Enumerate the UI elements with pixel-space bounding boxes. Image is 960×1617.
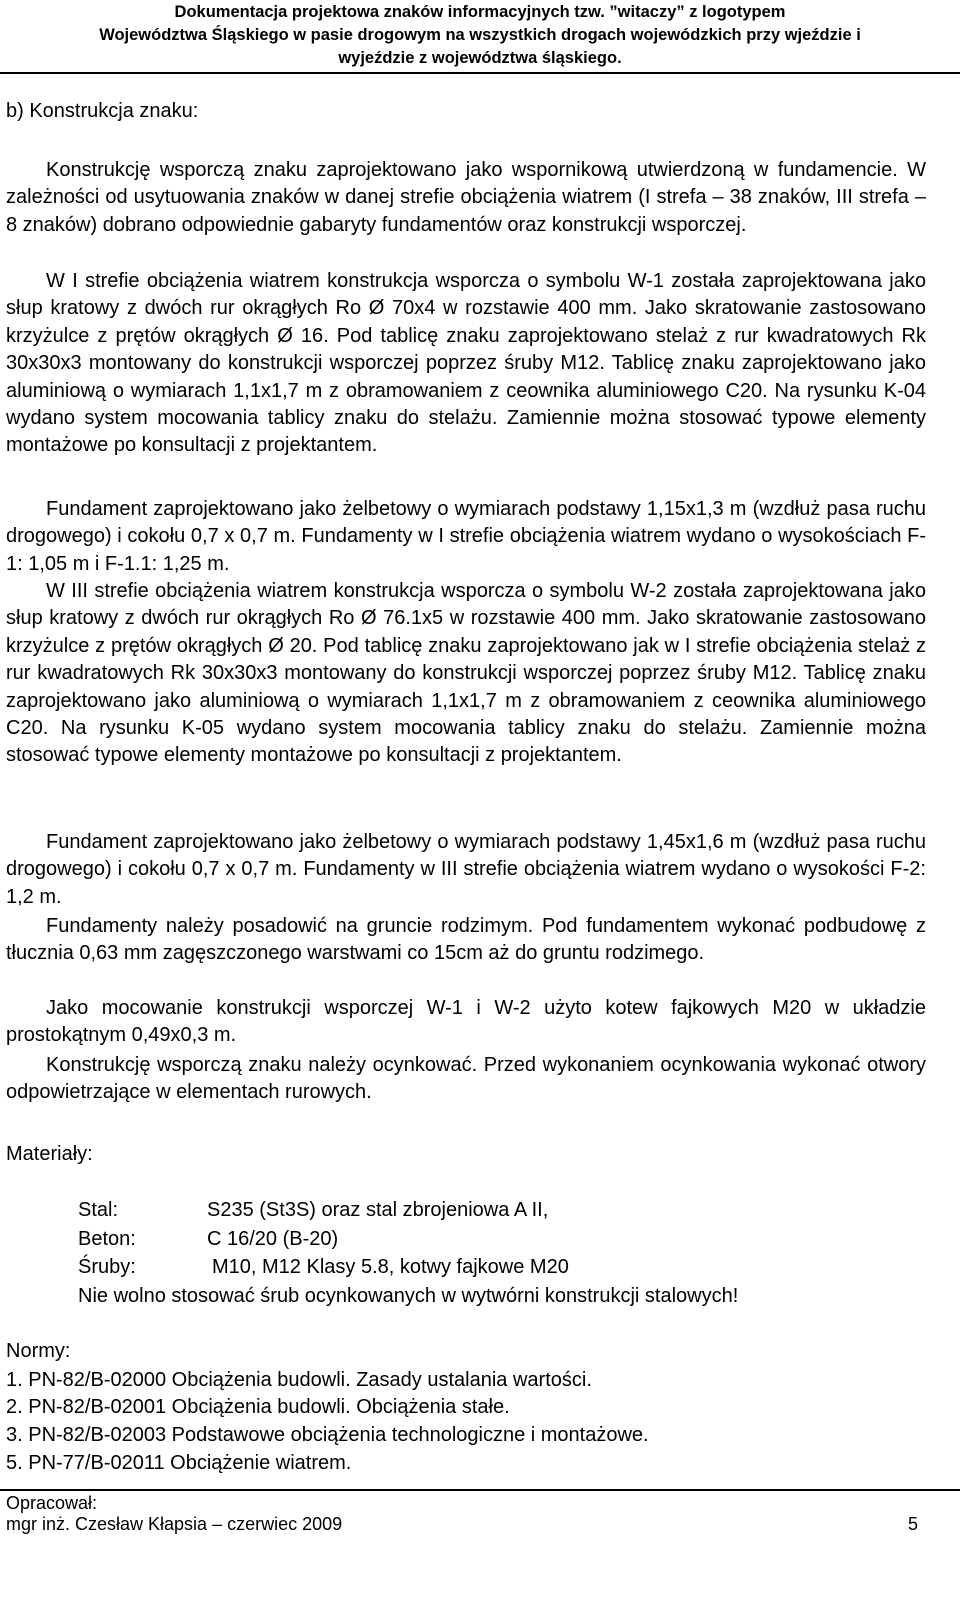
document-header	[0, 0, 960, 74]
footer-author: mgr inż. Czesław Kłapsia – czerwiec 2009	[6, 1514, 343, 1534]
paragraph-6: Fundamenty należy posadowić na gruncie rodzimym. Pod fundamentem wykonać podbudowę z tłucznia 0,63 mm zagęszczonego warstwami co 15cm aż do gruntu rodzimego.	[6, 915, 926, 965]
materials-warning: Nie wolno stosować śrub ocynkowanych w wytwórni konstrukcji stalowych!	[78, 1285, 739, 1307]
paragraph-4: W III strefie obciążenia wiatrem konstrukcja wsporcza o symbolu W-2 została zaprojektowana jako słup kratowy z dwóch rur okrągłych Ro Ø 76.1x5 w rozstawie 400 mm. Jako skratowanie zastosowano krzyżulce z prętów okrągłych Ø 20. Pod tablicę znaku zaprojektowano jak w I strefie obciążenia stelaż z rur kwadratowych Rk 30x30x3 montowany do konstrukcji wsporczej poprzez śruby M12. Tablicę znaku zaprojektowano jako aluminiową o wymiarach 1,1x1,7 m z obramowaniem z ceownika aluminiowego C20. Na rysunku K-05 wydano system mocowania tablicy znaku do stelażu. Zamiennie można stosować typowe elementy montażowe po konsultacji z projektantem.	[6, 580, 926, 767]
paragraph-5: Fundament zaprojektowano jako żelbetowy o wymiarach podstawy 1,45x1,6 m (wzdłuż pasa ruchu drogowego) i cokołu 0,7 x 0,7 m. Fundamenty w III strefie obciążenia wiatrem wydano o wysokości F-2: 1,2 m.	[6, 831, 926, 908]
norm-item: 2. PN-82/B-02001 Obciążenia budowli. Obciążenia stałe.	[6, 1396, 510, 1418]
material-label-bolts: Śruby:	[78, 1256, 136, 1278]
page-number: 5	[908, 1514, 919, 1534]
paragraph-8: Konstrukcję wsporczą znaku należy ocynkować. Przed wykonaniem ocynkowania wykonać otwory odpowietrzające w elementach rurowych.	[6, 1054, 926, 1104]
paragraph-1: Konstrukcję wsporczą znaku zaprojektowano jako wspornikową utwierdzoną w fundamencie. W zależności od usytuowania znaków w danej strefie obciążenia wiatrem (I strefa – 38 znaków, III strefa – 8 znaków) dobrano odpowiednie gabaryty fundamentów oraz konstrukcji wsporczej.	[6, 159, 926, 236]
header-line-3: wyjeździe z województwa śląskiego.	[338, 49, 622, 67]
norm-item: 3. PN-82/B-02003 Podstawowe obciążenia technologiczne i montażowe.	[6, 1424, 649, 1446]
paragraph-7: Jako mocowanie konstrukcji wsporczej W-1 i W-2 użyto kotew fajkowych M20 w układzie prostokątnym 0,49x0,3 m.	[6, 997, 926, 1047]
material-value-concrete: C 16/20 (B-20)	[207, 1228, 339, 1250]
norm-item: 1. PN-82/B-02000 Obciążenia budowli. Zasady ustalania wartości.	[6, 1369, 592, 1391]
norm-item: 5. PN-77/B-02011 Obciążenie wiatrem.	[6, 1452, 352, 1474]
footer-label: Opracował:	[6, 1493, 98, 1513]
section-title: b) Konstrukcja znaku:	[6, 100, 199, 122]
header-line-2: Województwa Śląskiego w pasie drogowym na wszystkich drogach wojewódzkich przy wjeździe i	[99, 26, 861, 44]
paragraph-2: W I strefie obciążenia wiatrem konstrukcja wsporcza o symbolu W-1 została zaprojektowana jako słup kratowy z dwóch rur okrągłych Ro Ø 70x4 w rozstawie 400 mm. Jako skratowanie zastosowano krzyżulce z prętów okrągłych Ø 16. Pod tablicę znaku zaprojektowano stelaż z rur kwadratowych Rk 30x30x3 montowany do konstrukcji wsporczej poprzez śruby M12. Tablicę znaku zaprojektowano jako aluminiową o wymiarach 1,1x1,7 m z obramowaniem z ceownika aluminiowego C20. Na rysunku K-04 wydano system mocowania tablicy znaku do stelażu. Zamiennie można stosować typowe elementy montażowe po konsultacji z projektantem.	[6, 270, 926, 457]
material-value-bolts: M10, M12 Klasy 5.8, kotwy fajkowe M20	[212, 1256, 569, 1278]
material-value-steel: S235 (St3S) oraz stal zbrojeniowa A II,	[207, 1199, 549, 1221]
header-line-1: Dokumentacja projektowa znaków informacyjnych tzw. ”witaczy” z logotypem	[174, 3, 786, 21]
materials-heading: Materiały:	[6, 1143, 93, 1165]
material-label-steel: Stal:	[78, 1199, 119, 1221]
footer-divider	[0, 1489, 960, 1491]
material-label-concrete: Beton:	[78, 1228, 136, 1250]
norms-heading: Normy:	[6, 1340, 71, 1362]
paragraph-3: Fundament zaprojektowano jako żelbetowy o wymiarach podstawy 1,15x1,3 m (wzdłuż pasa ruchu drogowego) i cokołu 0,7 x 0,7 m. Fundamenty w I strefie obciążenia wiatrem wydano o wysokościach F-1: 1,05 m i F-1.1: 1,25 m.	[6, 498, 926, 575]
